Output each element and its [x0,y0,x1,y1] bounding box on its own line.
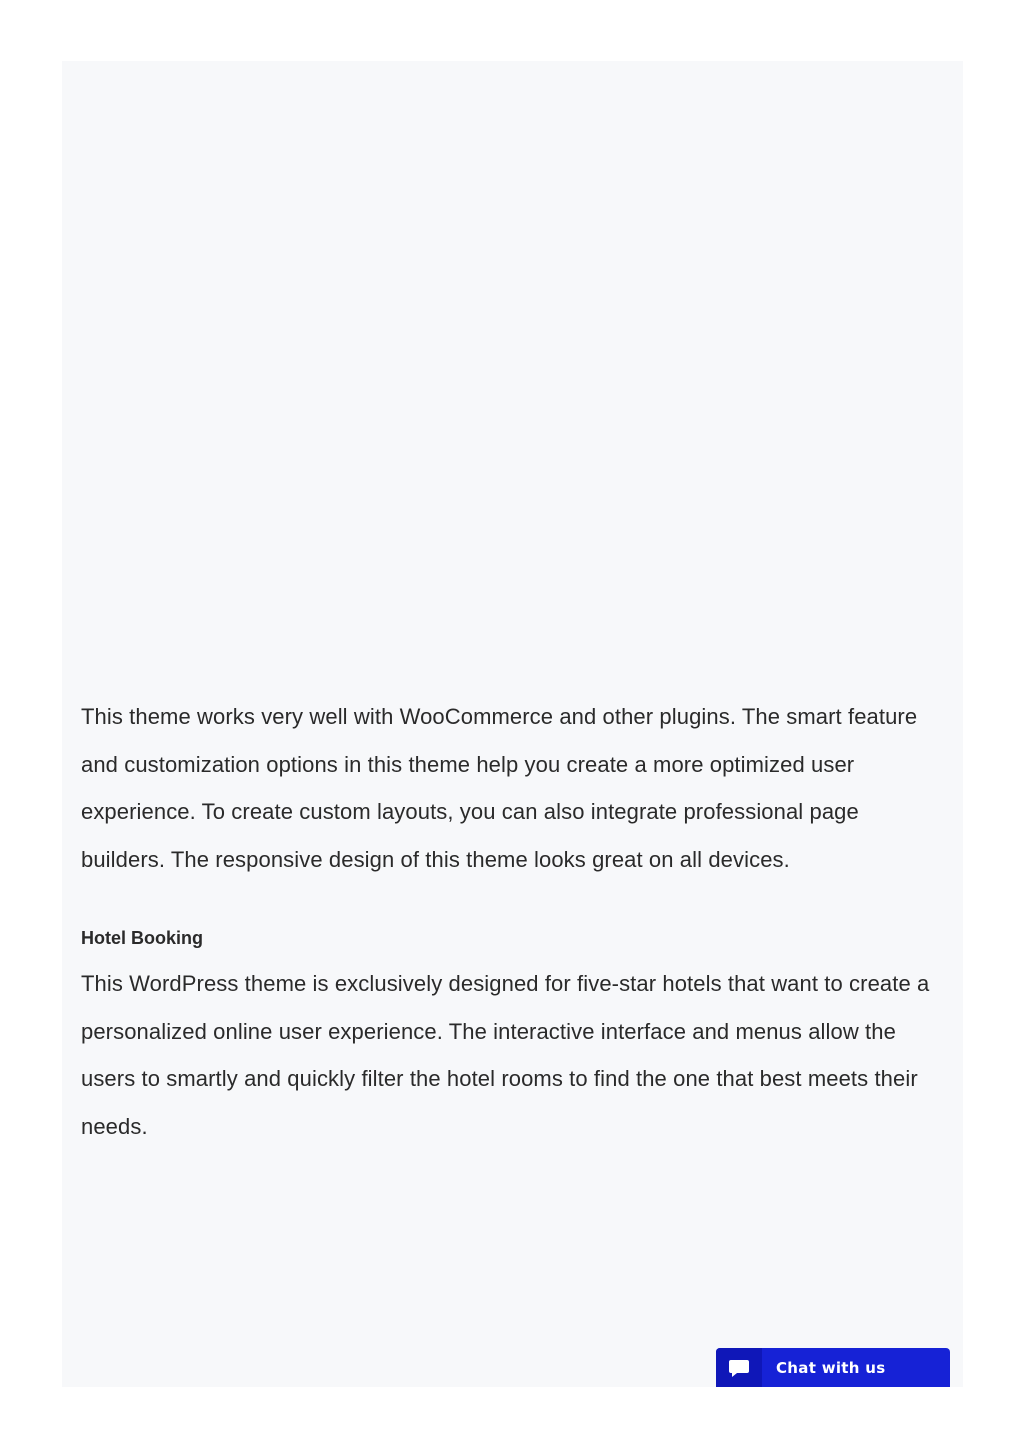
intro-paragraph: This theme works very well with WooCommerce and other plugins. The smart feature and customization options in this theme help you create a more optimized user experience. To create custom layouts, you can also integrate professional page builders. The responsive design of this theme looks great on all devices. [81,704,918,872]
chat-with-us-button[interactable] [716,1348,950,1387]
section-paragraph: This WordPress theme is exclusively designed for five-star hotels that want to create a personalized online user experience. The interactive interface and menus allow the users to smartly and quickly filter the hotel rooms to find the one that best meets their needs. [81,971,930,1139]
content-panel [62,61,963,1387]
chat-label: Chat with us [776,1358,886,1377]
chat-bubble-icon [716,1348,762,1387]
section-heading: Hotel Booking [81,928,203,948]
article-body [81,693,943,1150]
